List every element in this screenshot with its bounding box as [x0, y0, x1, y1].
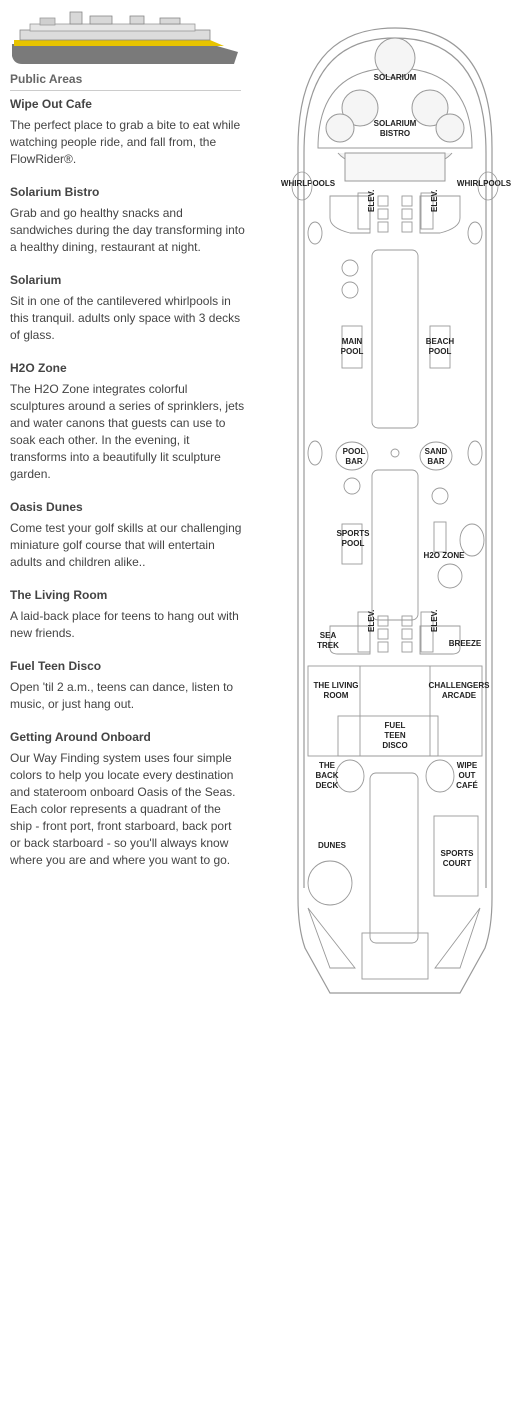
- area-list: [10, 97, 245, 886]
- label-whirlpools-right: WHIRLPOOLS: [456, 179, 512, 188]
- area-description: The H2O Zone integrates colorful sculptures around a series of sprinklers, jets and water canons that guests can use to soak each other. In the evening, it transforms into a beautifully lit sculpture garden.: [10, 382, 245, 481]
- area-wipe-out-cafe: [10, 97, 245, 168]
- area-living-room: [10, 588, 245, 642]
- label-solarium: SOLARIUM: [373, 73, 417, 82]
- area-solarium-bistro: [10, 185, 245, 256]
- label-sea-trek-2: TREK: [317, 641, 339, 650]
- label-back-deck-1: THE: [319, 761, 335, 770]
- label-main-pool-2: POOL: [340, 347, 364, 356]
- area-getting-around: [10, 730, 245, 869]
- label-living-room-2: ROOM: [323, 691, 349, 700]
- area-title: Oasis Dunes: [10, 500, 83, 514]
- label-elev-aft-right: ELEV.: [430, 609, 439, 632]
- label-elev-fwd-left: ELEV.: [367, 189, 376, 212]
- label-wipe-out-1: WIPE: [456, 761, 478, 770]
- label-solarium-bistro-2: BISTRO: [379, 129, 411, 138]
- label-solarium-bistro-1: SOLARIUM: [373, 119, 417, 128]
- label-dunes: DUNES: [317, 841, 347, 850]
- label-sand-bar-1: SAND: [424, 447, 448, 456]
- area-title: Solarium Bistro: [10, 185, 100, 199]
- label-sand-bar-2: BAR: [427, 457, 445, 466]
- label-whirlpools-left: WHIRLPOOLS: [280, 179, 336, 188]
- area-title: Wipe Out Cafe: [10, 97, 92, 111]
- label-beach-pool-2: POOL: [428, 347, 452, 356]
- area-title: The Living Room: [10, 588, 108, 602]
- area-h2o-zone: [10, 361, 245, 483]
- label-living-room-1: THE LIVING: [313, 681, 359, 690]
- label-sea-trek-1: SEA: [319, 631, 337, 640]
- label-back-deck-3: DECK: [315, 781, 339, 790]
- area-description: The perfect place to grab a bite to eat while watching people ride, and fall from, the FlowRider®.: [10, 118, 241, 166]
- label-h2o-zone: H2O ZONE: [423, 551, 465, 560]
- area-solarium: [10, 273, 245, 344]
- label-challengers-2: ARCADE: [441, 691, 477, 700]
- label-main-pool-1: MAIN: [341, 337, 363, 346]
- label-breeze: BREEZE: [448, 639, 482, 648]
- area-description: Come test your golf skills at our challenging miniature golf course that will entertain adults and children alike..: [10, 521, 242, 569]
- area-oasis-dunes: [10, 500, 245, 571]
- label-fuel-1: FUEL: [384, 721, 406, 730]
- label-back-deck-2: BACK: [315, 771, 339, 780]
- label-pool-bar-2: BAR: [345, 457, 363, 466]
- label-sports-court-2: COURT: [442, 859, 472, 868]
- deck-plan: [280, 28, 512, 998]
- area-description: Our Way Finding system uses four simple colors to help you locate every destination and stateroom onboard Oasis of the Seas. Each color represents a quadrant of the ship - front port, front starboard, back port or back starboard - so you'll always know where you are and where you want to go.: [10, 751, 236, 867]
- area-description: A laid-back place for teens to hang out with new friends.: [10, 609, 239, 640]
- area-fuel-teen-disco: [10, 659, 245, 713]
- area-title: Getting Around Onboard: [10, 730, 151, 744]
- label-fuel-3: DISCO: [382, 741, 408, 750]
- area-title: H2O Zone: [10, 361, 67, 375]
- area-description: Grab and go healthy snacks and sandwiches during the day transforming into a healthy dining, restaurant at night.: [10, 206, 245, 254]
- public-areas-heading: Public Areas: [10, 72, 241, 91]
- label-pool-bar-1: POOL: [342, 447, 366, 456]
- label-sports-pool-1: SPORTS: [336, 529, 370, 538]
- label-elev-fwd-right: ELEV.: [430, 189, 439, 212]
- label-wipe-out-2: OUT: [458, 771, 476, 780]
- label-beach-pool-1: BEACH: [425, 337, 455, 346]
- label-fuel-2: TEEN: [384, 731, 406, 740]
- label-challengers-1: CHALLENGERS: [428, 681, 490, 690]
- area-title: Fuel Teen Disco: [10, 659, 102, 673]
- label-wipe-out-3: CAFÉ: [456, 781, 478, 790]
- label-elev-aft-left: ELEV.: [367, 609, 376, 632]
- area-description: Open 'til 2 a.m., teens can dance, listen to music, or just hang out.: [10, 680, 234, 711]
- area-description: Sit in one of the cantilevered whirlpools in this tranquil. adults only space with 3 decks of glass.: [10, 294, 241, 342]
- ship-icon: [10, 8, 240, 68]
- label-sports-pool-2: POOL: [341, 539, 365, 548]
- area-title: Solarium: [10, 273, 62, 287]
- label-sports-court-1: SPORTS: [440, 849, 474, 858]
